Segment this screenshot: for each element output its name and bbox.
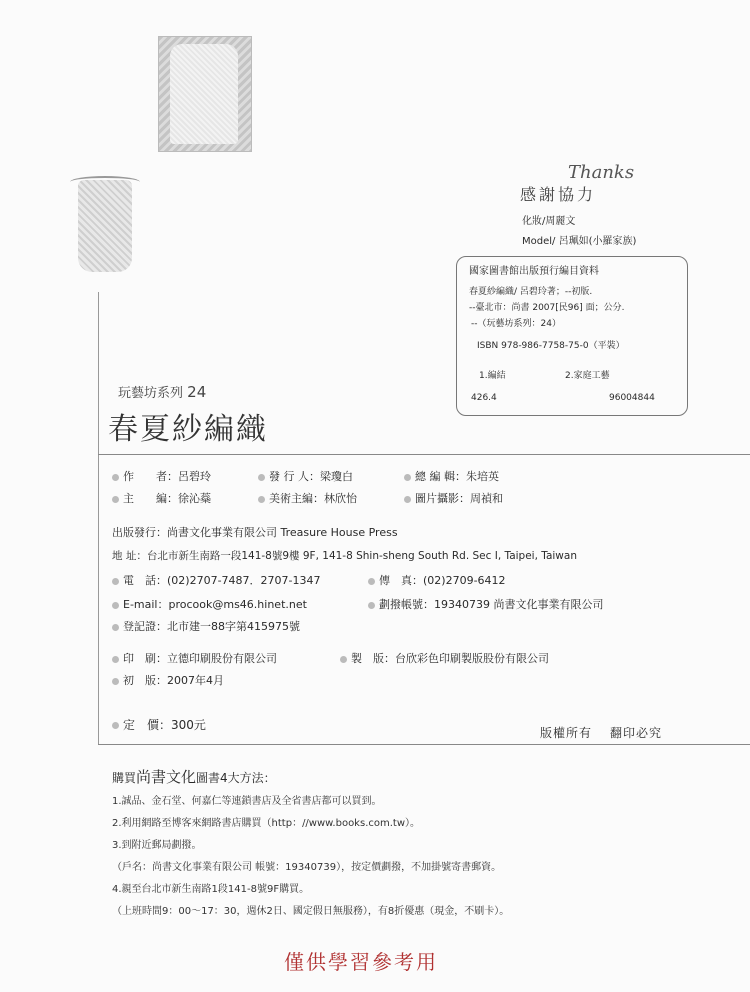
staff-entry: 主 編：徐沁蘂: [112, 490, 211, 506]
book-title: 春夏紗編織: [108, 412, 268, 447]
cip-line: 春夏紗編織/ 呂碧玲著；--初版.: [469, 287, 593, 297]
printer-line: 印 刷：立德印刷股份有限公司: [112, 650, 277, 666]
divider-bottom: [98, 744, 750, 745]
bullet-icon: [404, 496, 411, 503]
brand-name: 尚書文化: [136, 768, 197, 786]
buy-item: （戶名：尚書文化事業有限公司 帳號：19340739），按定價劃撥，不加掛號寄書郵資。: [112, 862, 502, 873]
cip-number: 96004844: [609, 393, 655, 403]
fax-line: 傳 真：(02)2709-6412: [368, 572, 506, 588]
registration-line: 登記證：北市建一88字第415975號: [112, 618, 300, 634]
bullet-icon: [404, 474, 411, 481]
series-name: 玩藝坊系列: [118, 386, 184, 401]
cip-number: 426.4: [471, 393, 497, 403]
cip-class: 1.編結: [479, 371, 506, 381]
cip-isbn: ISBN 978-986-7758-75-0（平裝）: [477, 341, 625, 351]
buy-item: 2.利用網路至博客來網路書店購買（http：//www.books.com.tw）。: [112, 818, 421, 829]
copyright-notice: 版權所有 翻印必究: [540, 726, 663, 740]
bullet-icon: [258, 474, 265, 481]
series-label: [118, 382, 206, 401]
thanks-english: Thanks: [568, 162, 635, 183]
staff-entry: 作 者：呂碧玲: [112, 468, 211, 484]
edition-line: 初 版：2007年4月: [112, 672, 224, 688]
vest-knit-image: [170, 44, 238, 144]
cip-class: 2.家庭工藝: [565, 371, 610, 381]
email-line: E-mail：procook@ms46.hinet.net: [112, 596, 307, 612]
buy-item: 3.到附近郵局劃撥。: [112, 840, 202, 851]
buy-item: 4.親至台北市新生南路1段141-8號9F購買。: [112, 884, 310, 895]
bullet-icon: [112, 474, 119, 481]
divider-top: [98, 454, 750, 455]
price-line: 定 價：300元: [112, 716, 206, 733]
staff-entry: 美術主編：林欣怡: [258, 490, 357, 506]
bullet-icon: [258, 496, 265, 503]
knit-bag-image: [78, 180, 132, 272]
watermark-text: 僅供學習參考用: [284, 950, 438, 974]
bullet-icon: [112, 624, 119, 631]
cip-line: --臺北市：尚書 2007[民96] 面；公分.: [469, 303, 625, 313]
cip-record-box: [456, 256, 688, 416]
vertical-rule: [98, 292, 99, 744]
bullet-icon: [340, 656, 347, 663]
buy-heading: 購買尚書文化圖書4大方法：: [112, 768, 276, 786]
transfer-line: 劃撥帳號：19340739 尚書文化事業有限公司: [368, 596, 603, 612]
bullet-icon: [112, 602, 119, 609]
bullet-icon: [112, 722, 119, 729]
makeup-credit: 化妝/周麗文: [522, 216, 576, 227]
buy-item: （上班時間9：00～17：30，週休2日、國定假日無服務），有8折優惠（現金，不刷卡）。: [112, 906, 510, 917]
address-line: 地 址：台北市新生南路一段141-8號9樓 9F, 141-8 Shin-sheng South Rd. Sec I, Taipei, Taiwan: [112, 550, 577, 562]
cip-line: --（玩藝坊系列：24）: [471, 319, 561, 329]
bullet-icon: [112, 678, 119, 685]
bullet-icon: [368, 602, 375, 609]
bullet-icon: [368, 578, 375, 585]
bullet-icon: [112, 496, 119, 503]
bullet-icon: [112, 656, 119, 663]
thanks-chinese: 感謝協力: [520, 185, 597, 204]
phone-line: 電 話：(02)2707-7487．2707-1347: [112, 572, 321, 588]
series-number: 24: [187, 383, 207, 401]
staff-entry: 圖片攝影：周禎和: [404, 490, 503, 506]
cip-title: 國家圖書館出版預行編目資料: [469, 266, 599, 277]
plate-line: 製 版：台欣彩色印刷製版股份有限公司: [340, 650, 549, 666]
bullet-icon: [112, 578, 119, 585]
staff-entry: 發 行 人：梁瓊白: [258, 468, 353, 484]
publisher-line: 出版發行：尚書文化事業有限公司 Treasure House Press: [112, 526, 398, 539]
model-credit: Model/ 呂珮如(小羅家族): [522, 236, 637, 247]
buy-item: 1.誠品、金石堂、何嘉仁等連鎖書店及全省書店都可以買到。: [112, 796, 382, 807]
staff-entry: 總 編 輯：朱培英: [404, 468, 499, 484]
